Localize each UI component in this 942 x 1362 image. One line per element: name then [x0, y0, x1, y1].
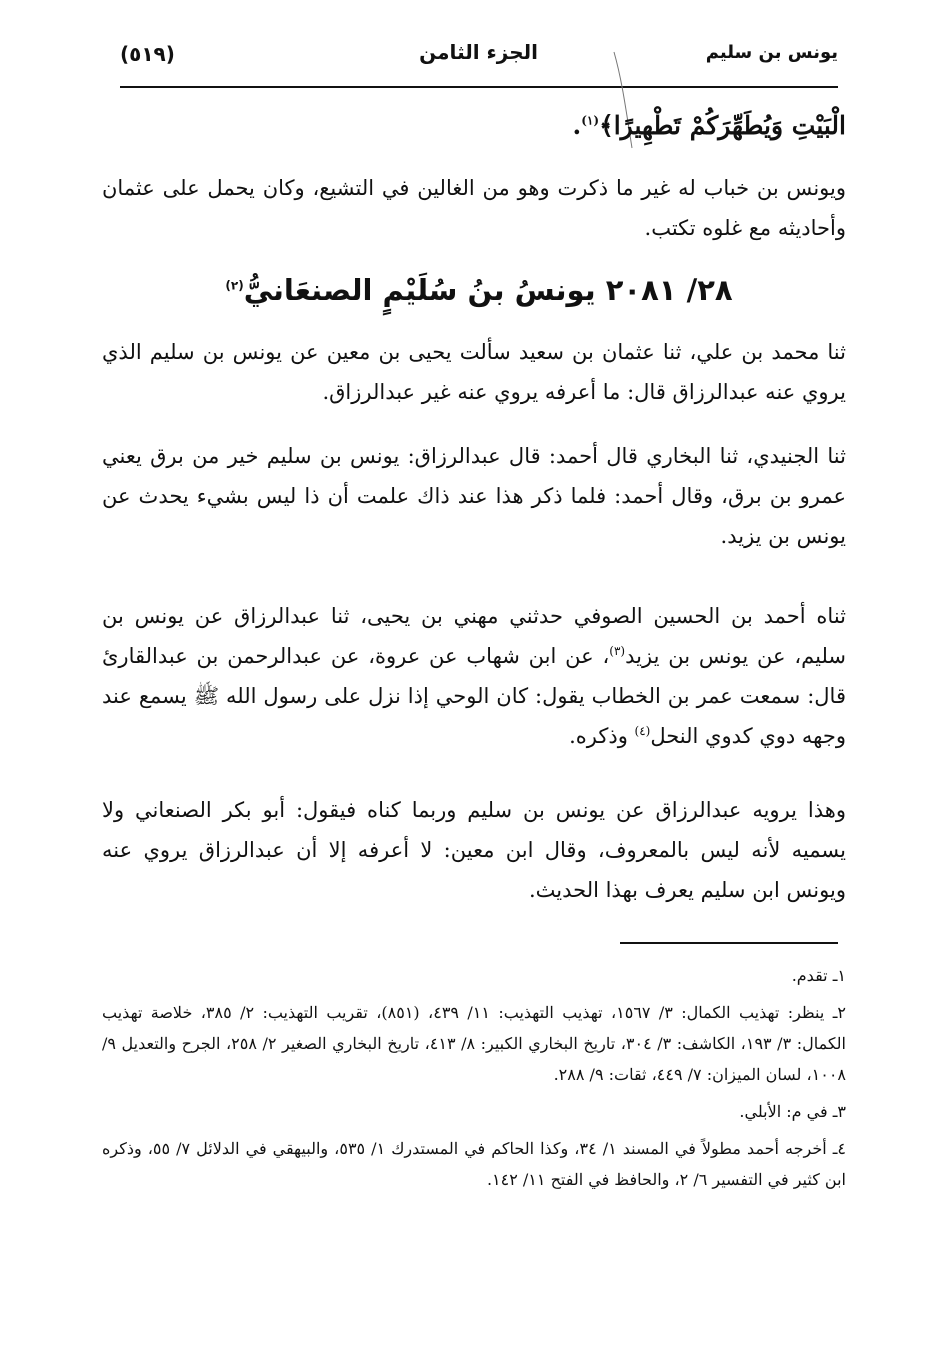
part-title: الجزء الثامن: [419, 40, 538, 64]
footnote-number: ٣ـ: [832, 1102, 846, 1121]
paragraph-5: وهذا يرويه عبدالرزاق عن يونس بن سليم وربما كناه فيقول: أبو بكر الصنعاني ولا يسميه لأنه ليس بالمعروف، وقال ابن معين: لا أعرفه إلا أن عبدالرزاق يروي عنه ويونس ابن سليم يعرف بهذا الحديث.: [102, 798, 846, 902]
entry-heading: [120, 268, 838, 312]
page-header: [120, 40, 838, 88]
footnote-ref-1: (١): [581, 113, 600, 128]
footnote-text: في م: الأبلي.: [739, 1102, 828, 1121]
footnote-text: أخرجه أحمد مطولاً في المسند ١/ ٣٤، وكذا الحاكم في المستدرك ١/ ٥٣٥، والبيهقي في الدلائل ٧/ ٥٥، وذكره ابن كثير في التفسير ٦/ ٢، والحافظ في الفتح ١١/ ١٤٢.: [102, 1139, 846, 1189]
footnote-2: [102, 997, 846, 1090]
footnote-ref-3: (٣): [609, 644, 626, 658]
footnote-text: تقدم.: [791, 966, 828, 985]
footnotes: [102, 960, 846, 1201]
entry-heading-text: ٢٨/ ٢٠٨١ يونسُ بنُ سُلَيْمٍ الصنعَانيُّ: [243, 273, 733, 307]
paragraph-4: [102, 596, 846, 756]
footnote-ref-2: (٢): [225, 278, 244, 293]
footnote-number: ١ـ: [832, 966, 846, 985]
verse-trail: .: [572, 111, 582, 140]
paragraph-2: ثنا محمد بن علي، ثنا عثمان بن سعيد سألت يحيى بن معين عن يونس بن سليم الذي يروي عنه عبدالرزاق قال: ما أعرفه يروي عنه غير عبدالرزاق.: [102, 340, 846, 404]
footnote-3: [102, 1096, 846, 1127]
footnote-number: ٢ـ: [832, 1003, 847, 1022]
paragraph-3: ثنا الجنيدي، ثنا البخاري قال أحمد: قال عبدالرزاق: يونس بن سليم خير من برق يعني عمرو بن برق، وقال أحمد: فلما ذكر هذا عند ذاك علمت أن ذا ليس بشيء يحدث عن يونس بن يزيد.: [102, 444, 846, 548]
footnote-ref-4: (٤): [634, 724, 651, 738]
verse-text: الْبَيْتِ وَيُطَهِّرَكُمْ تَطْهِيرًا﴾: [599, 111, 846, 140]
paragraph-4-part2: ، عن ابن شهاب عن عروة، عن عبدالرحمن بن عبدالقارئ قال: سمعت عمر بن الخطاب يقول: كان الوحي إذا نزل على رسول الله ﷺ يسمع عند وجهه دوي كدوي النحل: [102, 644, 846, 748]
footnote-4: [102, 1133, 846, 1195]
chapter-title: يونس بن سليم: [705, 42, 838, 63]
paragraph-1: ويونس بن خباب له غير ما ذكرت وهو من الغالين في التشيع، وكان يحمل على عثمان وأحاديثه مع غلوه تكتب.: [102, 176, 846, 240]
quran-verse-ending: [573, 106, 846, 146]
paragraph-4-part1: ثناه أحمد بن الحسين الصوفي حدثني مهني بن يحيى، ثنا عبدالرزاق عن يونس بن سليم، عن يونس بن يزيد: [102, 604, 847, 668]
footnote-text: ينظر: تهذيب الكمال: ٣/ ١٥٦٧، تهذيب التهذيب: ١١/ ٤٣٩، (٨٥١)، تقريب التهذيب: ٢/ ٣٨٥، خلاصة تهذيب الكمال: ٣/ ١٩٣، الكاشف: ٣/ ٣٠٤، تاريخ البخاري الكبير: ٨/ ٤١٣، تاريخ البخاري الصغير ٢/ ٢٥٨، الجرح والتعديل ٩/ ١٠٠٨، لسان الميزان: ٧/ ٤٤٩، ثقات: ٩/ ٢٨٨.: [102, 1003, 846, 1084]
footnote-number: ٤ـ: [832, 1139, 846, 1158]
footnote-separator: [620, 942, 838, 944]
footnote-1: [102, 960, 846, 991]
paragraph-4-part3: وذكره.: [569, 724, 635, 748]
page-number: (٥١٩): [120, 42, 175, 66]
